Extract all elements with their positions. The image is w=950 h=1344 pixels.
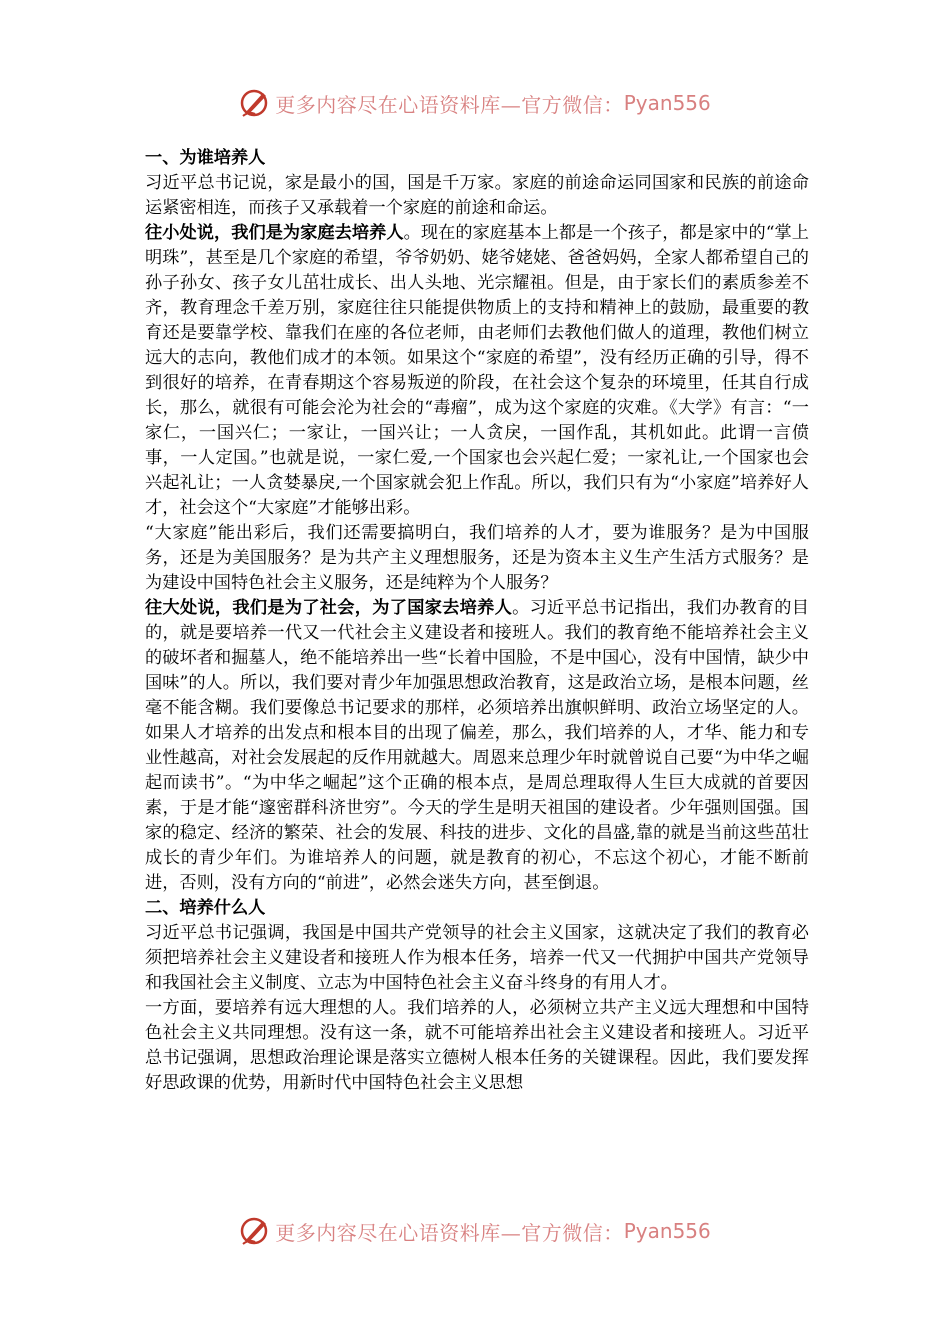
- header-banner: [0, 83, 950, 123]
- paragraph-lead: 往小处说，我们是为家庭去培养人: [145, 223, 404, 243]
- paragraph: “大家庭”能出彩后，我们还需要搞明白，我们培养的人才，要为谁服务？是为中国服务，还是为美国服务？是为共产主义理想服务，还是为资本主义生产生活方式服务？是为建设中国特色社会主义服务，还是纯粹为个人服务？: [145, 523, 809, 593]
- banner-text: 更多内容尽在心语资料库—官方微信：: [275, 1220, 624, 1245]
- paragraph: 往小处说，我们是为家庭去培养人。现在的家庭基本上都是一个孩子，都是家中的“掌上明珠”，甚至是几个家庭的希望，爷爷奶奶、姥爷姥姥、爸爸妈妈，全家人都希望自己的孙子孙女、孩子女儿茁壮成长、出人头地、光宗耀祖。但是，由于家长们的素质参差不齐，教育理念千差万别，家庭往往只能提供物质上的支持和精神上的鼓励，最重要的教育还是要靠学校、靠我们在座的各位老师，由老师们去教他们做人的道理，教他们树立远大的志向，教他们成才的本领。如果这个“家庭的希望”，没有经历正确的引导，得不到很好的培养，在青春期这个容易叛逆的阶段，在社会这个复杂的环境里，任其自行成长，那么，就很有可能会沦为社会的“毒瘤”，成为这个家庭的灾难。《大学》有言：“一家仁，一国兴仁；一家让，一国兴让；一人贪戾，一国作乱，其机如此。此谓一言偾事，一人定国。”也就是说，一家仁爱,一个国家也会兴起仁爱；一家礼让,一个国家也会兴起礼让；一人贪婪暴戾,一个国家就会犯上作乱。所以，我们只有为“小家庭”培养好人才，社会这个“大家庭”才能够出彩。: [145, 223, 809, 518]
- footer-banner: [0, 1211, 950, 1251]
- paragraph: 一方面，要培养有远大理想的人。我们培养的人，必须树立共产主义远大理想和中国特色社会主义共同理想。没有这一条，就不可能培养出社会主义建设者和接班人。习近平总书记强调，思想政治理论课是落实立德树人根本任务的关键课程。因此，我们要发挥好思政课的优势，用新时代中国特色社会主义思想: [145, 998, 809, 1093]
- quill-logo-icon: [239, 87, 271, 119]
- banner-text: 更多内容尽在心语资料库—官方微信：: [275, 92, 624, 117]
- paragraph-lead: 往大处说，我们是为了社会，为了国家去培养人: [145, 598, 513, 618]
- banner-brand: Pyan556: [623, 1219, 711, 1243]
- document-body: [145, 146, 809, 1096]
- section-heading: 一、为谁培养人: [145, 148, 266, 168]
- paragraph: 习近平总书记强调，我国是中国共产党领导的社会主义国家，这就决定了我们的教育必须把培养社会主义建设者和接班人作为根本任务，培养一代又一代拥护中国共产党领导和我国社会主义制度、立志为中国特色社会主义奋斗终身的有用人才。: [145, 923, 809, 993]
- paragraph: 习近平总书记说，家是最小的国，国是千万家。家庭的前途命运同国家和民族的前途命运紧密相连，而孩子又承载着一个家庭的前途和命运。: [145, 173, 809, 218]
- section-heading: 二、培养什么人: [145, 898, 266, 918]
- banner-brand: Pyan556: [623, 91, 711, 115]
- paragraph: 往大处说，我们是为了社会，为了国家去培养人。习近平总书记指出，我们办教育的目的，就是要培养一代又一代社会主义建设者和接班人。我们的教育绝不能培养社会主义的破坏者和掘墓人，绝不能培养出一些“长着中国脸，不是中国心，没有中国情，缺少中国味”的人。所以，我们要对青少年加强思想政治教育，这是政治立场，是根本问题，丝毫不能含糊。我们要像总书记要求的那样，必须培养出旗帜鲜明、政治立场坚定的人。如果人才培养的出发点和根本目的出现了偏差，那么，我们培养的人，才华、能力和专业性越高，对社会发展起的反作用就越大。周恩来总理少年时就曾说自己要“为中华之崛起而读书”。“为中华之崛起”这个正确的根本点，是周总理取得人生巨大成就的首要因素，于是才能“邃密群科济世穷”。今天的学生是明天祖国的建设者。少年强则国强。国家的稳定、经济的繁荣、社会的发展、科技的进步、文化的昌盛,靠的就是当前这些茁壮成长的青少年们。为谁培养人的问题，就是教育的初心，不忘这个初心，才能不断前进，否则，没有方向的“前进”，必然会迷失方向，甚至倒退。: [145, 598, 809, 893]
- quill-logo-icon: [239, 1215, 271, 1247]
